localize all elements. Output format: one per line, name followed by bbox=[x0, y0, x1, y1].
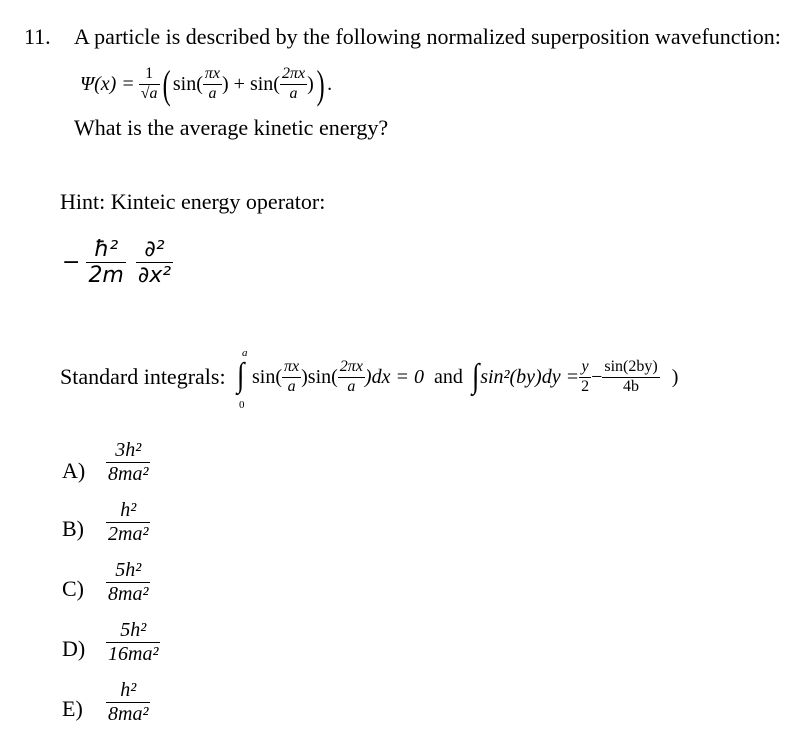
operator-fraction-1 bbox=[86, 238, 125, 287]
int2-body: sin²(by)dy = bbox=[480, 365, 580, 388]
option-denominator: 2ma² bbox=[108, 523, 149, 545]
integrals-label: Standard integrals: bbox=[60, 364, 226, 389]
arg2-numerator: 2πx bbox=[281, 64, 306, 82]
option-denominator: 16ma² bbox=[108, 643, 159, 665]
period: . bbox=[327, 72, 333, 95]
option-denominator: 8ma² bbox=[108, 703, 149, 725]
option-label: D) bbox=[62, 636, 86, 661]
int1-arg2-den: a bbox=[347, 377, 356, 395]
arg2-denominator: a bbox=[289, 84, 298, 102]
question-stem: A particle is described by the following normalized superposition wavefunction: bbox=[74, 24, 781, 49]
right-big-paren: ) bbox=[316, 61, 325, 107]
int1-arg1-num: πx bbox=[284, 357, 300, 375]
arg2-fraction bbox=[280, 66, 307, 103]
option-answer bbox=[106, 680, 150, 725]
option-label: E) bbox=[62, 696, 83, 721]
operator-den2: ∂x² bbox=[137, 263, 172, 289]
option-answer bbox=[106, 440, 150, 485]
and-word: and bbox=[433, 365, 463, 388]
lower-limit: 0 bbox=[239, 399, 245, 411]
norm-fraction bbox=[139, 66, 160, 103]
operator-fraction-2 bbox=[136, 238, 173, 287]
int1-mid: )sin( bbox=[301, 365, 338, 388]
hint-label: Hint: Kinteic energy operator: bbox=[60, 189, 326, 214]
upper-limit: a bbox=[242, 347, 248, 359]
int2-frac1 bbox=[579, 359, 591, 396]
option-denominator: 8ma² bbox=[108, 583, 149, 605]
arg1-numerator: πx bbox=[204, 64, 220, 82]
option-answer bbox=[106, 620, 160, 665]
int2-close: ) bbox=[671, 365, 679, 388]
arg1-denominator: a bbox=[208, 84, 217, 102]
option-numerator: h² bbox=[120, 499, 137, 521]
int1-arg1-den: a bbox=[287, 377, 296, 395]
question-number: 11. bbox=[24, 24, 51, 49]
sin1: sin( bbox=[172, 72, 203, 95]
int1-arg2-num: 2πx bbox=[339, 357, 363, 375]
close-paren: ) bbox=[307, 72, 314, 95]
question-ask: What is the average kinetic energy? bbox=[74, 115, 389, 140]
left-big-paren: ( bbox=[162, 61, 171, 107]
int2-frac1-den: 2 bbox=[581, 377, 590, 395]
option-numerator: 5h² bbox=[115, 559, 142, 581]
integral-sign-1: ∫ bbox=[236, 357, 245, 394]
operator-num1: ħ² bbox=[94, 237, 119, 262]
wavefunction-lhs: Ψ(x) = bbox=[80, 72, 135, 95]
option-numerator: h² bbox=[120, 679, 137, 701]
int1-sin1: sin( bbox=[252, 365, 282, 388]
int2-frac2-num: sin(2by) bbox=[604, 357, 658, 375]
norm-denominator: √a bbox=[140, 84, 158, 102]
int2-frac2 bbox=[602, 359, 659, 396]
option-label: C) bbox=[62, 576, 84, 601]
plus-sin2: ) + sin( bbox=[222, 72, 280, 95]
int2-frac2-den: 4b bbox=[623, 377, 640, 395]
option-label: A) bbox=[62, 458, 86, 483]
int1-end: )dx = 0 bbox=[364, 365, 424, 388]
operator-num2: ∂² bbox=[144, 237, 165, 262]
norm-numerator: 1 bbox=[145, 64, 154, 82]
operator-den1: 2m bbox=[88, 263, 124, 289]
kinetic-operator bbox=[62, 238, 173, 287]
option-numerator: 3h² bbox=[115, 439, 142, 461]
operator-minus: − bbox=[62, 250, 81, 276]
integral-1 bbox=[236, 342, 678, 412]
option-answer bbox=[106, 560, 150, 605]
option-answer bbox=[106, 500, 150, 545]
int2-frac1-num: y bbox=[581, 357, 589, 375]
arg1-fraction bbox=[203, 66, 222, 103]
option-label: B) bbox=[62, 516, 84, 541]
option-numerator: 5h² bbox=[120, 619, 147, 641]
int1-arg1 bbox=[282, 359, 301, 396]
wavefunction bbox=[80, 54, 332, 114]
int1-arg2 bbox=[338, 359, 365, 396]
int2-minus: − bbox=[591, 365, 603, 388]
option-denominator: 8ma² bbox=[108, 463, 149, 485]
integral-sign-2: ∫ bbox=[471, 358, 480, 395]
